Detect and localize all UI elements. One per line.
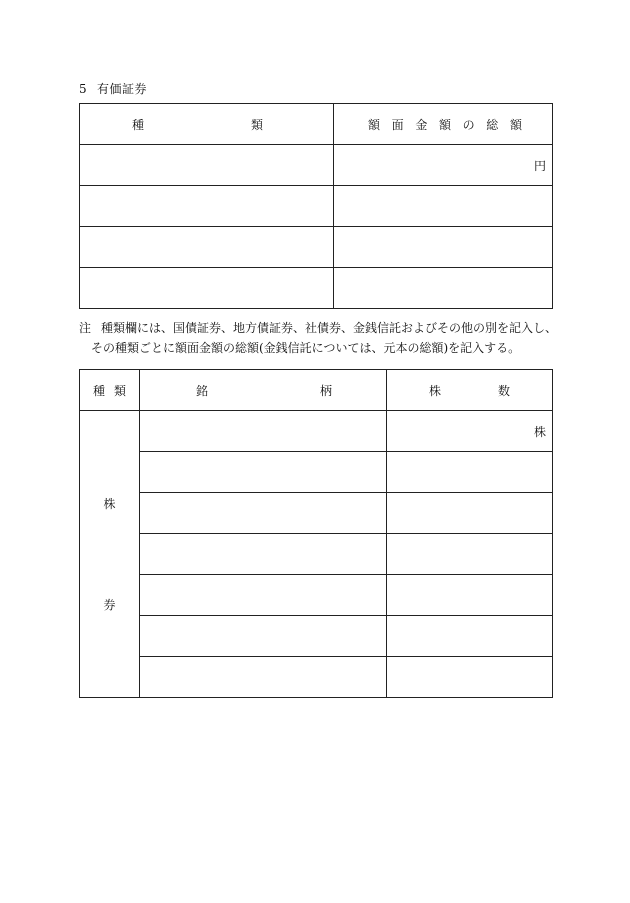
count-cell[interactable] — [387, 575, 553, 616]
count-cell[interactable] — [387, 493, 553, 534]
table-row — [80, 452, 553, 493]
kind-label-top: 株 — [103, 497, 116, 511]
kind-header: 種 類 — [80, 370, 140, 411]
table-header-row — [80, 370, 553, 411]
note-line-2: その種類ごとに額面金額の総額(金銭信託については、元本の総額)を記入する。 — [91, 341, 521, 355]
table-row — [80, 616, 553, 657]
note — [79, 318, 557, 358]
brand-cell[interactable] — [140, 575, 387, 616]
brand-header: 銘 柄 — [140, 370, 387, 411]
stock-kind-cell — [80, 411, 140, 698]
count-cell[interactable] — [387, 534, 553, 575]
brand-cell[interactable] — [140, 493, 387, 534]
kind-header: 種 類 — [80, 104, 334, 145]
yen-unit: 円 — [533, 158, 546, 173]
count-cell[interactable] — [387, 411, 553, 452]
table-row — [80, 268, 553, 309]
table-row — [80, 227, 553, 268]
table-row — [80, 145, 553, 186]
kind-label-bottom: 券 — [103, 598, 116, 612]
note-mark: 注 — [79, 321, 92, 335]
section-title — [79, 80, 147, 97]
table-row — [80, 575, 553, 616]
amount-cell[interactable] — [334, 227, 553, 268]
table-row — [80, 411, 553, 452]
table-row — [80, 493, 553, 534]
face-amount-total-header: 額 面 金 額 の 総 額 — [334, 104, 553, 145]
share-unit: 株 — [533, 424, 546, 439]
kind-cell[interactable] — [80, 186, 334, 227]
kind-cell[interactable] — [80, 227, 334, 268]
brand-cell[interactable] — [140, 411, 387, 452]
share-count-header: 株 数 — [387, 370, 553, 411]
section-number: 5 — [79, 82, 88, 96]
table-row — [80, 534, 553, 575]
amount-cell[interactable] — [334, 268, 553, 309]
count-cell[interactable] — [387, 452, 553, 493]
kind-cell[interactable] — [80, 145, 334, 186]
brand-cell[interactable] — [140, 657, 387, 698]
amount-cell[interactable] — [334, 145, 553, 186]
note-line-1: 種類欄には、国債証券、地方債証券、社債券、金銭信託およびその他の別を記入し、 — [101, 321, 558, 335]
kind-cell[interactable] — [80, 268, 334, 309]
count-cell[interactable] — [387, 657, 553, 698]
brand-cell[interactable] — [140, 452, 387, 493]
count-cell[interactable] — [387, 616, 553, 657]
amount-cell[interactable] — [334, 186, 553, 227]
brand-cell[interactable] — [140, 616, 387, 657]
stock-table — [79, 369, 553, 698]
table-header-row — [80, 104, 553, 145]
table-row — [80, 657, 553, 698]
section-heading: 有価証券 — [97, 82, 148, 96]
table-row — [80, 186, 553, 227]
brand-cell[interactable] — [140, 534, 387, 575]
securities-table — [79, 103, 553, 309]
